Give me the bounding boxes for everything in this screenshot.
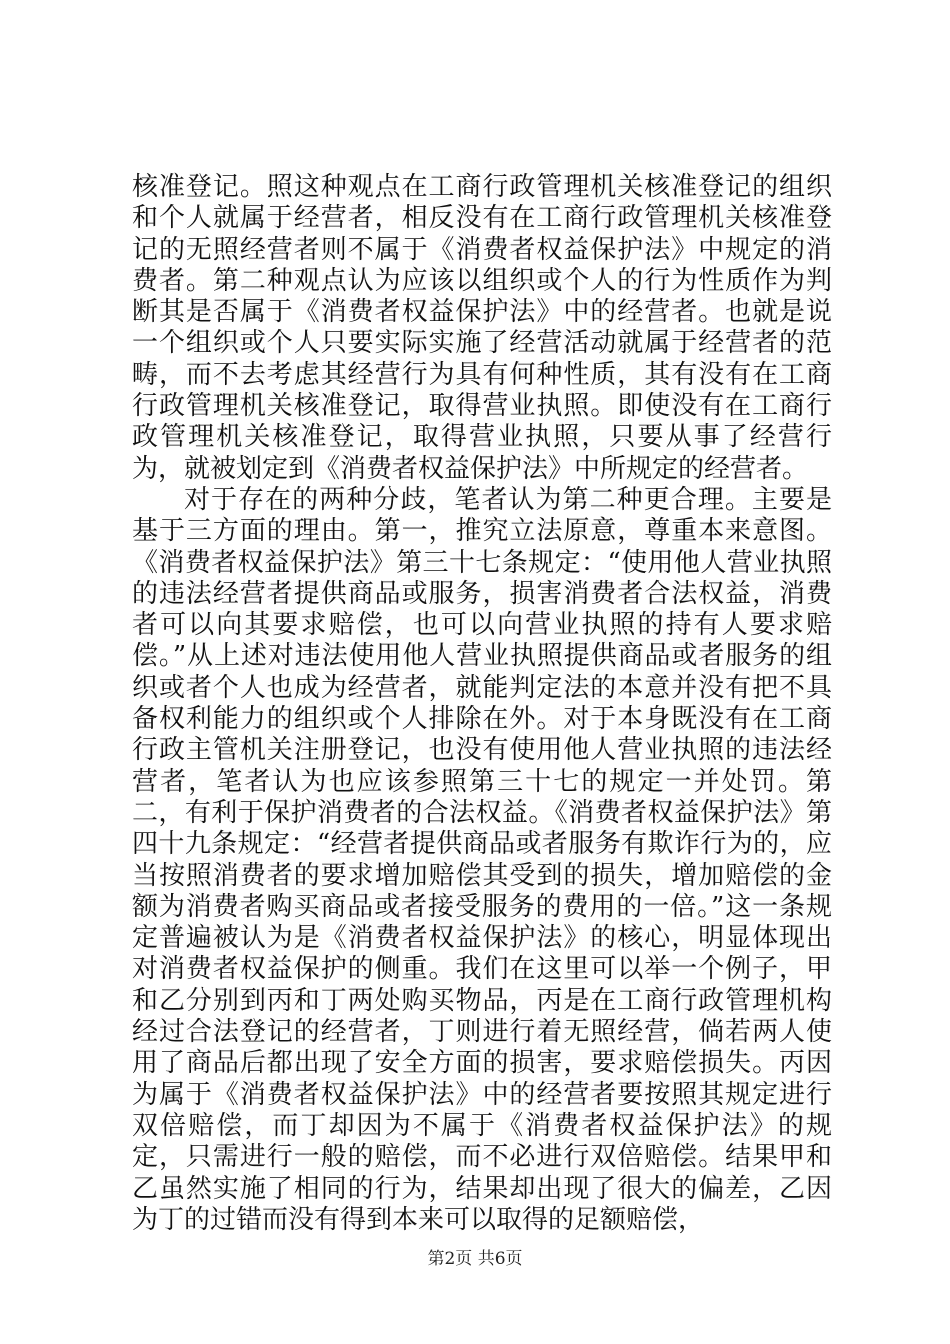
paragraph-1: 核准登记。照这种观点在工商行政管理机关核准登记的组织和个人就属于经营者，相反没有在工商行政管理机关核准登记的无照经营者则不属于《消费者权益保护法》中规定的消费者。第二种观点认为应该以组织或个人的行为性质作为判断其是否属于《消费者权益保护法》中的经营者。也就是说一个组织或个人只要实际实施了经营活动就属于经营者的范畴，而不去考虑其经营行为具有何种性质，其有没有在工商行政管理机关核准登记，取得营业执照。即使没有在工商行政管理机关核准登记，取得营业执照，只要从事了经营行为，就被划定到《消费者权益保护法》中所规定的经营者。: [132, 172, 832, 484]
page-footer: 第2页 共6页: [427, 1249, 523, 1269]
paragraph-2: 对于存在的两种分歧，笔者认为第二种更合理。主要是基于三方面的理由。第一，推究立法原意，尊重本来意图。《消费者权益保护法》第三十七条规定：“使用他人营业执照的违法经营者提供商品或服务，损害消费者合法权益，消费者可以向其要求赔偿，也可以向营业执照的持有人要求赔偿。”从上述对违法使用他人营业执照提供商品或者服务的组织或者个人也成为经营者，就能判定法的本意并没有把不具备权利能力的组织或个人排除在外。对于本身既没有在工商行政主管机关注册登记，也没有使用他人营业执照的违法经营者，笔者认为也应该参照第三十七的规定一并处罚。第二，有利于保护消费者的合法权益。《消费者权益保护法》第四十九条规定：“经营者提供商品或者服务有欺诈行为的，应当按照消费者的要求增加赔偿其受到的损失，增加赔偿的金额为消费者购买商品或者接受服务的费用的一倍。”这一条规定普遍被认为是《消费者权益保护法》的核心，明显体现出对消费者权益保护的侧重。我们在这里可以举一个例子，甲和乙分别到丙和丁两处购买物品，丙是在工商行政管理机构经过合法登记的经营者，丁则进行着无照经营，倘若两人使用了商品后都出现了安全方面的损害，要求赔偿损失。丙因为属于《消费者权益保护法》中的经营者要按照其规定进行双倍赔偿，而丁却因为不属于《消费者权益保护法》的规定，只需进行一般的赔偿，而不必进行双倍赔偿。结果甲和乙虽然实施了相同的行为，结果却出现了很大的偏差，乙因为丁的过错而没有得到本来可以取得的足额赔偿，: [132, 484, 832, 1235]
body-text: [132, 172, 832, 1236]
